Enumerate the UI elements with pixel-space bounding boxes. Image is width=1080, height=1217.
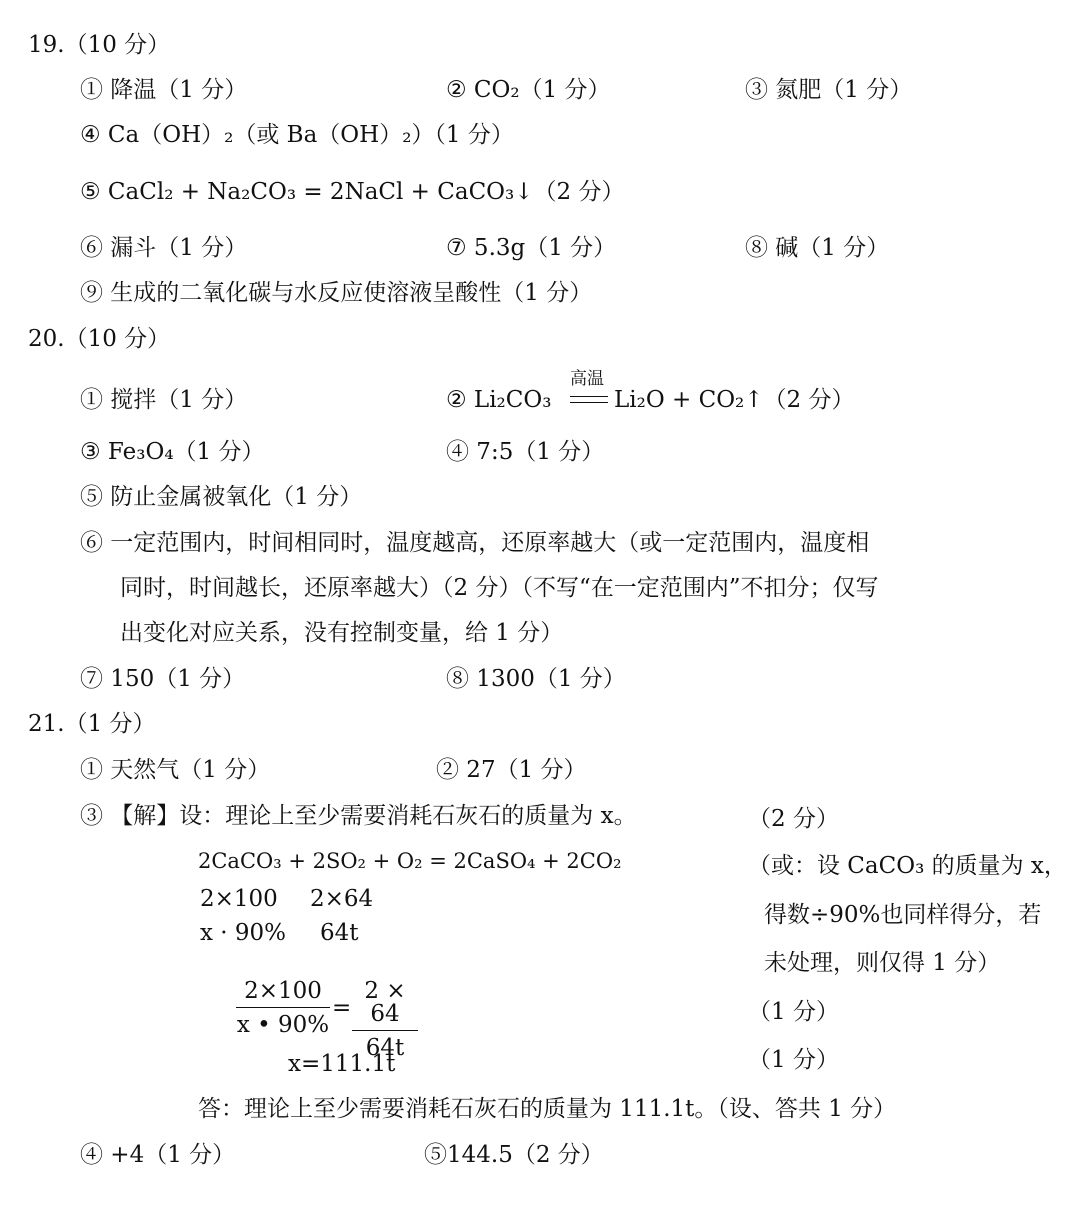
q21-fraction-right <box>352 980 418 1060</box>
q21-score-proportion: （1 分） <box>748 999 839 1025</box>
q19-header: 19.（10 分） <box>28 32 171 58</box>
q21-solution-intro: ③ 【解】设：理论上至少需要消耗石灰石的质量为 x。 <box>80 803 637 829</box>
q21-answer-1: ① 天然气（1 分） <box>80 757 271 783</box>
q20-answer-1: ① 搅拌（1 分） <box>80 387 248 413</box>
q21-fraction-left <box>236 980 330 1037</box>
q21-chemical-equation: 2CaCO₃ + 2SO₂ + O₂ = 2CaSO₄ + 2CO₂ <box>198 849 622 873</box>
q19-answer-2: ② CO₂（1 分） <box>446 77 611 103</box>
fraction-denominator: x • 90% <box>236 1012 330 1038</box>
q21-known-caco3: x · 90% <box>200 920 287 946</box>
q21-answer-5: ⑤144.5（2 分） <box>424 1142 604 1168</box>
q20-answer-7: ⑦ 150（1 分） <box>80 666 246 692</box>
equals-lower-bar <box>570 402 608 403</box>
q19-answer-4: ④ Ca（OH）₂（或 Ba（OH）₂）（1 分） <box>80 122 514 148</box>
q20-answer-6-line3: 出变化对应关系，没有控制变量，给 1 分） <box>120 620 564 646</box>
q21-answer-statement: 答：理论上至少需要消耗石灰石的质量为 111.1t。（设、答共 1 分） <box>198 1096 897 1122</box>
q19-answer-6: ⑥ 漏斗（1 分） <box>80 235 248 261</box>
q21-answer-2: ② 27（1 分） <box>436 757 587 783</box>
q20-answer-4: ④ 7:5（1 分） <box>446 439 605 465</box>
q20-answer-6-line1: ⑥ 一定范围内，时间相同时，温度越高，还原率越大（或一定范围内，温度相 <box>80 530 870 556</box>
equals-upper-bar <box>570 396 608 397</box>
fraction-numerator: 2 × 64 <box>352 980 418 1031</box>
q21-answer-4: ④ +4（1 分） <box>80 1142 236 1168</box>
q19-answer-5: ⑤ CaCl₂ + Na₂CO₃ = 2NaCl + CaCO₃↓（2 分） <box>80 179 625 205</box>
q20-answer-3: ③ Fe₃O₄（1 分） <box>80 439 265 465</box>
q21-fraction-equals: = <box>332 995 352 1021</box>
q21-score-result: （1 分） <box>748 1047 839 1073</box>
q21-result: x=111.1t <box>288 1051 396 1077</box>
q21-header: 21.（1 分） <box>28 711 156 737</box>
q19-answer-1: ① 降温（1 分） <box>80 77 248 103</box>
q19-answer-9: ⑨ 生成的二氧化碳与水反应使溶液呈酸性（1 分） <box>80 280 593 306</box>
q21-score-setup: （2 分） <box>748 806 839 832</box>
fraction-denominator: 64t <box>365 1035 405 1061</box>
q20-reaction-condition: 高温 <box>570 369 604 389</box>
q21-note-line1: （或：设 CaCO₃ 的质量为 x， <box>748 853 1067 879</box>
q20-answer-2-suffix: Li₂O + CO₂↑（2 分） <box>614 387 855 413</box>
q21-mass-ratio-so2: 2×64 <box>310 886 374 912</box>
q19-answer-8: ⑧ 碱（1 分） <box>745 235 890 261</box>
q19-answer-7: ⑦ 5.3g（1 分） <box>446 235 617 261</box>
q20-answer-5: ⑤ 防止金属被氧化（1 分） <box>80 484 363 510</box>
q20-answer-8: ⑧ 1300（1 分） <box>446 666 626 692</box>
q20-header: 20.（10 分） <box>28 326 171 352</box>
q21-mass-ratio-caco3: 2×100 <box>200 886 278 912</box>
q20-answer-6-line2: 同时，时间越长，还原率越大）（2 分）（不写“在一定范围内”不扣分；仅写 <box>120 575 879 601</box>
q21-note-line3: 未处理，则仅得 1 分） <box>764 950 1001 976</box>
q21-note-line2: 得数÷90%也同样得分，若 <box>764 902 1042 928</box>
fraction-numerator: 2×100 <box>236 980 330 1008</box>
q19-answer-3: ③ 氮肥（1 分） <box>745 77 913 103</box>
q21-known-so2: 64t <box>320 920 359 946</box>
q20-answer-2-prefix: ② Li₂CO₃ <box>446 387 552 413</box>
